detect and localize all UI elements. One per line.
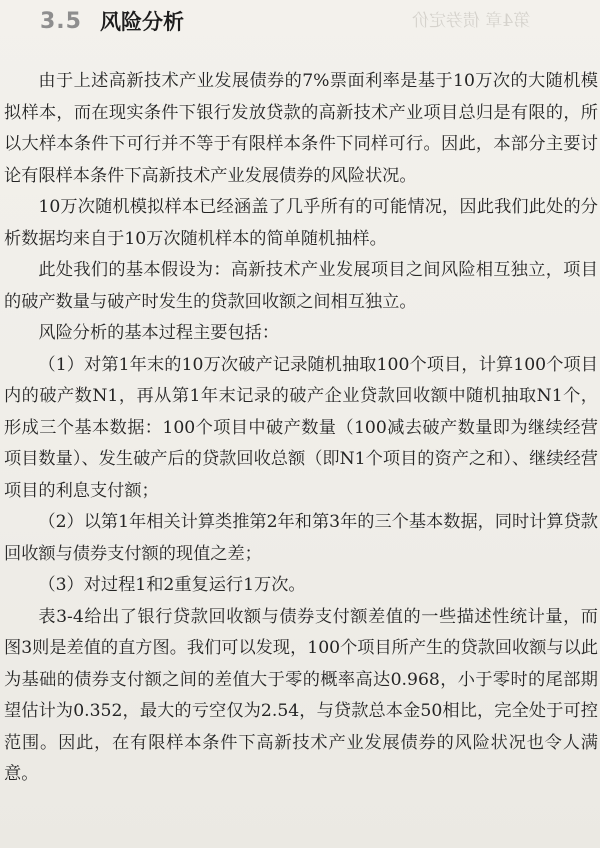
paragraph-step-2: （2）以第1年相关计算类推第2年和第3年的三个基本数据，同时计算贷款回收额与债券支付额的现值之差；	[4, 512, 598, 564]
paragraph-sampling: 10万次随机模拟样本已经涵盖了几乎所有的可能情况，因此我们此处的分析数据均来自于10万次随机样本的简单随机抽样。	[4, 197, 598, 249]
section-heading	[40, 4, 184, 38]
paragraph-step-1: （1）对第1年末的10万次破产记录随机抽取100个项目，计算100个项目内的破产数N1，再从第1年末记录的破产企业贷款回收额中随机抽取N1个，形成三个基本数据：100个项目中破产数量（100减去破产数量即为继续经营项目数量）、发生破产后的贷款回收总额（即N1个项目的资产之和）、继续经营项目的利息支付额；	[4, 354, 598, 501]
paragraph-intro: 由于上述高新技术产业发展债券的7%票面利率是基于10万次的大随机模拟样本，而在现实条件下银行发放贷款的高新技术产业项目总归是有限的，所以大样本条件下可行并不等于有限样本条件下同样可行。因此，本部分主要讨论有限样本条件下高新技术产业发展债券的风险状况。	[4, 71, 598, 186]
paragraph-results: 表3-4给出了银行贷款回收额与债券支付额差值的一些描述性统计量，而图3则是差值的直方图。我们可以发现，100个项目所产生的贷款回收额与以此为基础的债券支付额之间的差值大于零的概率高达0.968，小于零时的尾部期望估计为0.352，最大的亏空仅为2.54，与贷款总本金50相比，完全处于可控范围。因此，在有限样本条件下高新技术产业发展债券的风险状况也令人满意。	[4, 606, 598, 784]
paragraph-process-intro: 风险分析的基本过程主要包括：	[38, 323, 280, 343]
show-through-header: 第4章 债券定价	[412, 11, 531, 31]
paragraph-assumption: 此处我们的基本假设为：高新技术产业发展项目之间风险相互独立，项目的破产数量与破产时发生的贷款回收额之间相互独立。	[4, 260, 598, 312]
section-number: 3.5	[40, 8, 82, 34]
body-text	[4, 66, 598, 791]
section-title: 风险分析	[99, 10, 184, 34]
paragraph-step-3: （3）对过程1和2重复运行1万次。	[38, 575, 306, 595]
